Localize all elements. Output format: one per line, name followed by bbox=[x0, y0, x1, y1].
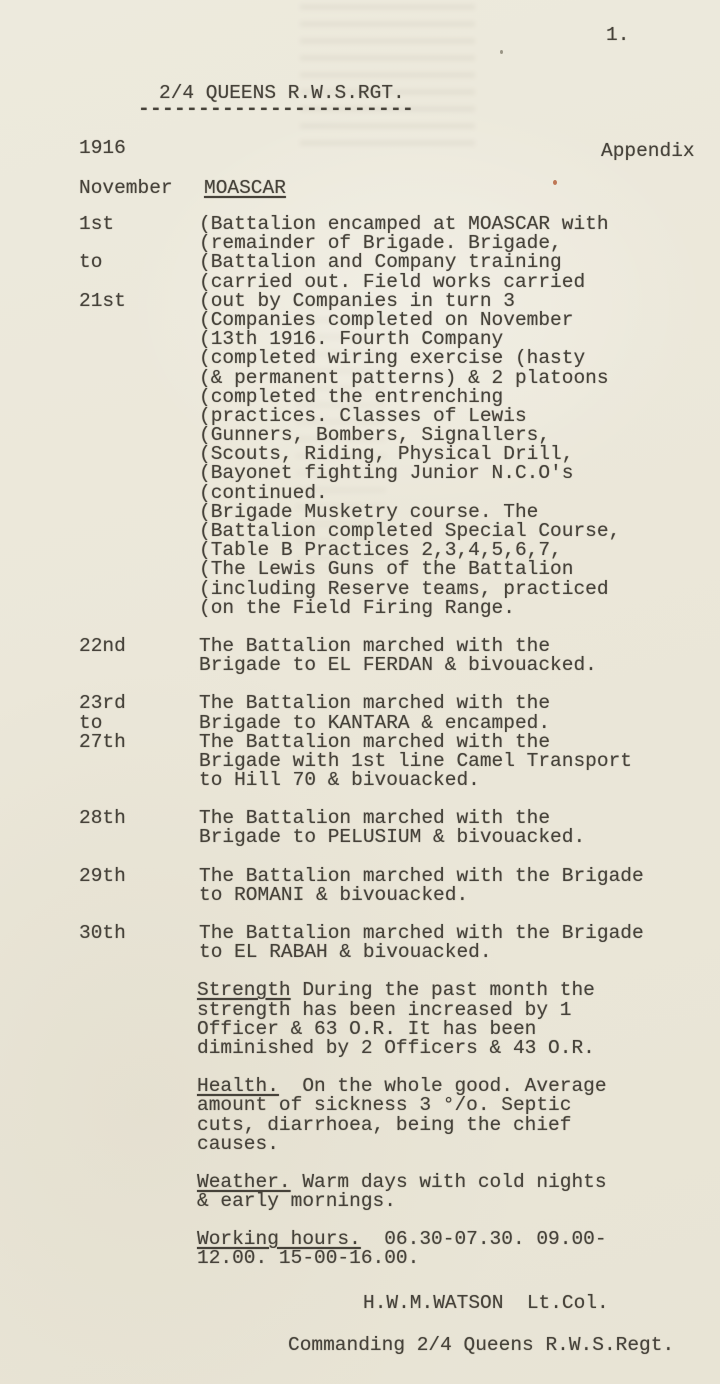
paragraph-first-line bbox=[197, 981, 720, 1000]
entry-text-line: to Hill 70 & bivouacked. bbox=[199, 769, 480, 792]
entry-text-line: (continued. bbox=[199, 481, 328, 504]
paragraph-heading: Weather. bbox=[197, 1170, 291, 1193]
entry-text-line: (Bayonet fighting Junior N.C.O's bbox=[199, 462, 574, 485]
summary-paragraph bbox=[197, 1170, 720, 1213]
entry-text-line: (The Lewis Guns of the Battalion bbox=[199, 558, 574, 581]
entry-date-label: 27th bbox=[79, 730, 126, 753]
entry-text-line: (carried out. Field works carried bbox=[199, 270, 586, 293]
entry-text-line: (Brigade Musketry course. The bbox=[199, 500, 539, 523]
paragraph-heading: Health. bbox=[197, 1075, 279, 1098]
summary-paragraph bbox=[197, 1077, 720, 1154]
paragraph-first-line-rest: 06.30-07.30. 09.00- bbox=[360, 1228, 607, 1251]
year-label: 1916 bbox=[79, 137, 126, 159]
entry-text-line: (Scouts, Riding, Physical Drill, bbox=[199, 443, 574, 466]
signature-role: Commanding 2/4 Queens R.W.S.Regt. bbox=[288, 1333, 675, 1356]
diary-body bbox=[0, 215, 720, 1355]
entry-text-line: (on the Field Firing Range. bbox=[199, 596, 515, 619]
entry-text-line: Brigade with 1st line Camel Transport bbox=[199, 749, 632, 772]
paragraph-line: & early mornings. bbox=[197, 1190, 396, 1213]
appendix-label: Appendix bbox=[601, 140, 695, 162]
diary-entry bbox=[0, 215, 720, 618]
entry-text-line: The Battalion marched with the Brigade bbox=[199, 864, 644, 887]
entry-text bbox=[199, 924, 720, 962]
paragraph-first-line-rest: During the past month the bbox=[290, 979, 595, 1002]
diary-entry bbox=[0, 694, 720, 790]
ink-speck-red bbox=[553, 180, 557, 185]
entry-text-line: (Table B Practices 2,3,4,5,6,7, bbox=[199, 539, 562, 562]
entry-text-line: (completed wiring exercise (hasty bbox=[199, 347, 586, 370]
entry-text-line: Brigade to KANTARA & encamped. bbox=[199, 711, 551, 734]
entry-text-line: (Gunners, Bombers, Signallers, bbox=[199, 424, 551, 447]
paragraph-line: strength has been increased by 1 bbox=[197, 998, 572, 1021]
signature-block bbox=[0, 1288, 720, 1355]
entry-date-label: 30th bbox=[79, 922, 126, 944]
entry-text-line: (& permanent patterns) & 2 platoons bbox=[199, 366, 609, 389]
location-heading: MOASCAR bbox=[204, 177, 286, 199]
diary-entry bbox=[0, 864, 720, 906]
summary-paragraph bbox=[197, 1230, 720, 1268]
entry-text-line: The Battalion marched with the bbox=[199, 807, 551, 830]
paragraph-line: diminished by 2 Officers & 43 O.R. bbox=[197, 1036, 595, 1059]
entry-text-line: The Battalion marched with the Brigade bbox=[199, 922, 644, 944]
entry-text bbox=[199, 809, 720, 847]
entry-date-label: 1st bbox=[79, 213, 115, 235]
entry-date-label: 21st bbox=[79, 289, 126, 312]
entry-text-line: (Battalion completed Special Course, bbox=[199, 520, 621, 542]
regiment-title: 2/4 QUEENS R.W.S.RGT. bbox=[159, 82, 405, 104]
entry-text-line: (including Reserve teams, practiced bbox=[199, 577, 609, 600]
paragraph-heading: Strength bbox=[197, 979, 291, 1002]
entry-text-line: (out by Companies in turn 3 bbox=[199, 289, 515, 312]
entry-text-line: (Battalion and Company training bbox=[199, 251, 562, 274]
entry-date-label: 23rd bbox=[79, 692, 126, 715]
title-underline-dashes: ----------------------- bbox=[138, 98, 415, 120]
entry-text-line: The Battalion marched with the bbox=[199, 692, 551, 715]
entry-text-line: (remainder of Brigade. Brigade, bbox=[199, 232, 562, 255]
entry-text-line: Brigade to EL FERDAN & bivouacked. bbox=[199, 654, 597, 677]
entry-date-label: to bbox=[79, 711, 103, 734]
month-label: November bbox=[79, 177, 173, 199]
entry-text-line: (Companies completed on November bbox=[199, 308, 574, 331]
paragraph-first-line-rest: On the whole good. Average bbox=[278, 1075, 607, 1098]
diary-entry bbox=[0, 634, 720, 677]
diary-entry bbox=[0, 809, 720, 847]
paragraph-line: 12.00. 15-00-16.00. bbox=[197, 1247, 420, 1270]
entry-date-label: 22nd bbox=[79, 634, 126, 657]
entry-text-line: The Battalion marched with the bbox=[199, 634, 551, 657]
entry-text-line: (13th 1916. Fourth Company bbox=[199, 328, 504, 351]
paragraph-first-line-rest: Warm days with cold nights bbox=[290, 1170, 607, 1193]
summary-paragraph bbox=[197, 981, 720, 1058]
paragraph-line: causes. bbox=[197, 1132, 279, 1155]
entry-text-line: Brigade to PELUSIUM & bivouacked. bbox=[199, 826, 586, 849]
entry-text bbox=[199, 215, 720, 618]
paragraph-line: amount of sickness 3 °/o. Septic bbox=[197, 1094, 572, 1117]
entry-text-line: (Battalion encamped at MOASCAR with bbox=[199, 213, 609, 235]
entry-text bbox=[199, 694, 720, 790]
entry-text bbox=[199, 634, 720, 677]
entry-text-line: The Battalion marched with the bbox=[199, 730, 551, 753]
entry-text bbox=[199, 864, 720, 906]
entry-text-line: (practices. Classes of Lewis bbox=[199, 404, 527, 427]
paragraph-heading: Working hours. bbox=[197, 1228, 361, 1251]
entry-date-label: 28th bbox=[79, 807, 126, 830]
page-number: 1. bbox=[606, 24, 630, 46]
signature-name: H.W.M.WATSON Lt.Col. bbox=[363, 1291, 609, 1314]
entry-date-label: to bbox=[79, 251, 103, 274]
entry-text-line: to EL RABAH & bivouacked. bbox=[199, 941, 492, 964]
paragraph-line: Officer & 63 O.R. It has been bbox=[197, 1017, 537, 1040]
entry-text-line: to ROMANI & bivouacked. bbox=[199, 883, 469, 906]
ink-speck-dark bbox=[500, 50, 503, 54]
entry-text-line: (completed the entrenching bbox=[199, 385, 504, 408]
paragraph-line: cuts, diarrhoea, being the chief bbox=[197, 1113, 572, 1136]
diary-entry bbox=[0, 924, 720, 962]
entry-date-label: 29th bbox=[79, 864, 126, 887]
page-showthrough-marks bbox=[300, 4, 475, 154]
